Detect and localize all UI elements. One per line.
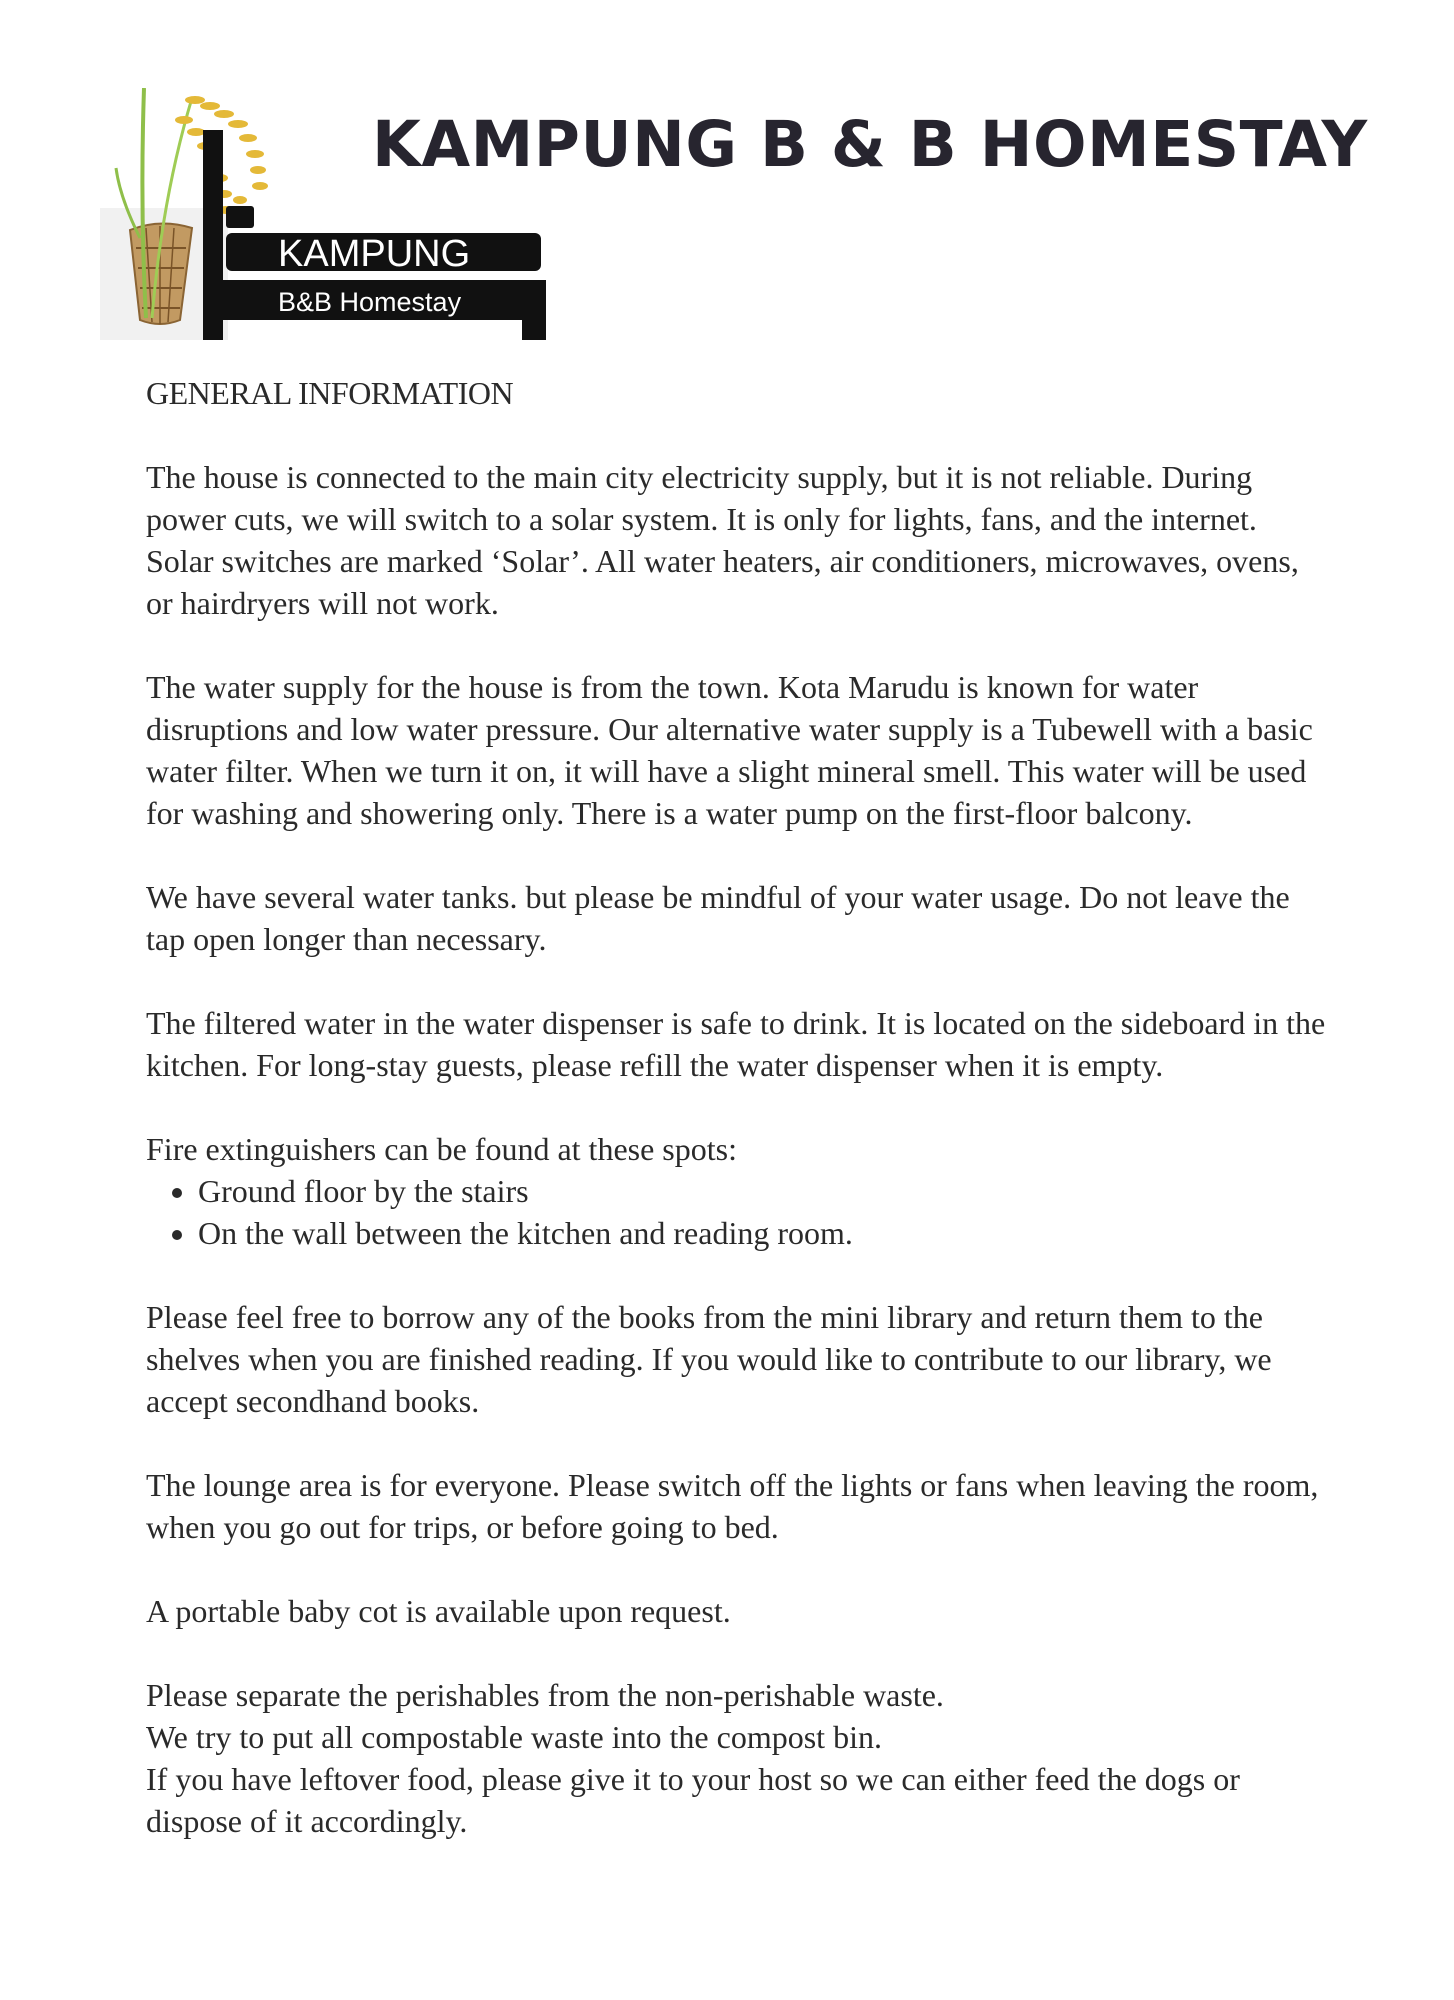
paragraph-drinking-water: The filtered water in the water dispenser is safe to drink. It is located on the sideboard in the kitchen. For long-stay guests, please refill the water dispenser when it is empty. <box>146 1005 1326 1083</box>
section-heading: GENERAL INFORMATION <box>146 375 514 411</box>
document-body <box>146 360 1326 1842</box>
paragraph-baby-cot: A portable baby cot is available upon request. <box>146 1593 731 1629</box>
paragraph-water-tanks: We have several water tanks. but please be mindful of your water usage. Do not leave the tap open longer than necessary. <box>146 879 1290 957</box>
logo-text-bb-homestay: B&B Homestay <box>278 287 462 317</box>
waste-line-1: Please separate the perishables from the non-perishable waste. <box>146 1677 944 1713</box>
paragraph-library: Please feel free to borrow any of the books from the mini library and return them to the shelves when you are finished reading. If you would like to contribute to our library, we accept secondhand books. <box>146 1299 1272 1419</box>
paragraph-waste <box>146 1674 1326 1842</box>
list-item: • On the wall between the kitchen and reading room. <box>198 1212 1326 1254</box>
paragraph-lounge: The lounge area is for everyone. Please switch off the lights or fans when leaving the room, when you go out for trips, or before going to bed. <box>146 1467 1319 1545</box>
list-item: • Ground floor by the stairs <box>198 1170 1326 1212</box>
page-title: KAMPUNG B & B HOMESTAY <box>372 108 1368 181</box>
logo-text-kampung: KAMPUNG <box>278 233 471 275</box>
paragraph-water-supply: The water supply for the house is from the town. Kota Marudu is known for water disruptions and low water pressure. Our alternative water supply is a Tubewell with a basic water filter. When we turn it on, it will have a slight mineral smell. This water will be used for washing and showering only. There is a water pump on the first-floor balcony. <box>146 669 1313 831</box>
fire-extinguisher-list <box>146 1170 1326 1254</box>
waste-line-2: We try to put all compostable waste into the compost bin. <box>146 1719 882 1755</box>
waste-line-3: If you have leftover food, please give it to your host so we can either feed the dogs or dispose of it accordingly. <box>146 1761 1240 1839</box>
paragraph-electricity: The house is connected to the main city electricity supply, but it is not reliable. During power cuts, we will switch to a solar system. It is only for lights, fans, and the internet. Solar switches are marked ‘Solar’. All water heaters, air conditioners, microwaves, ovens, or hairdryers will not work. <box>146 459 1299 621</box>
paragraph-fire-extinguishers: Fire extinguishers can be found at these spots: <box>146 1131 737 1167</box>
